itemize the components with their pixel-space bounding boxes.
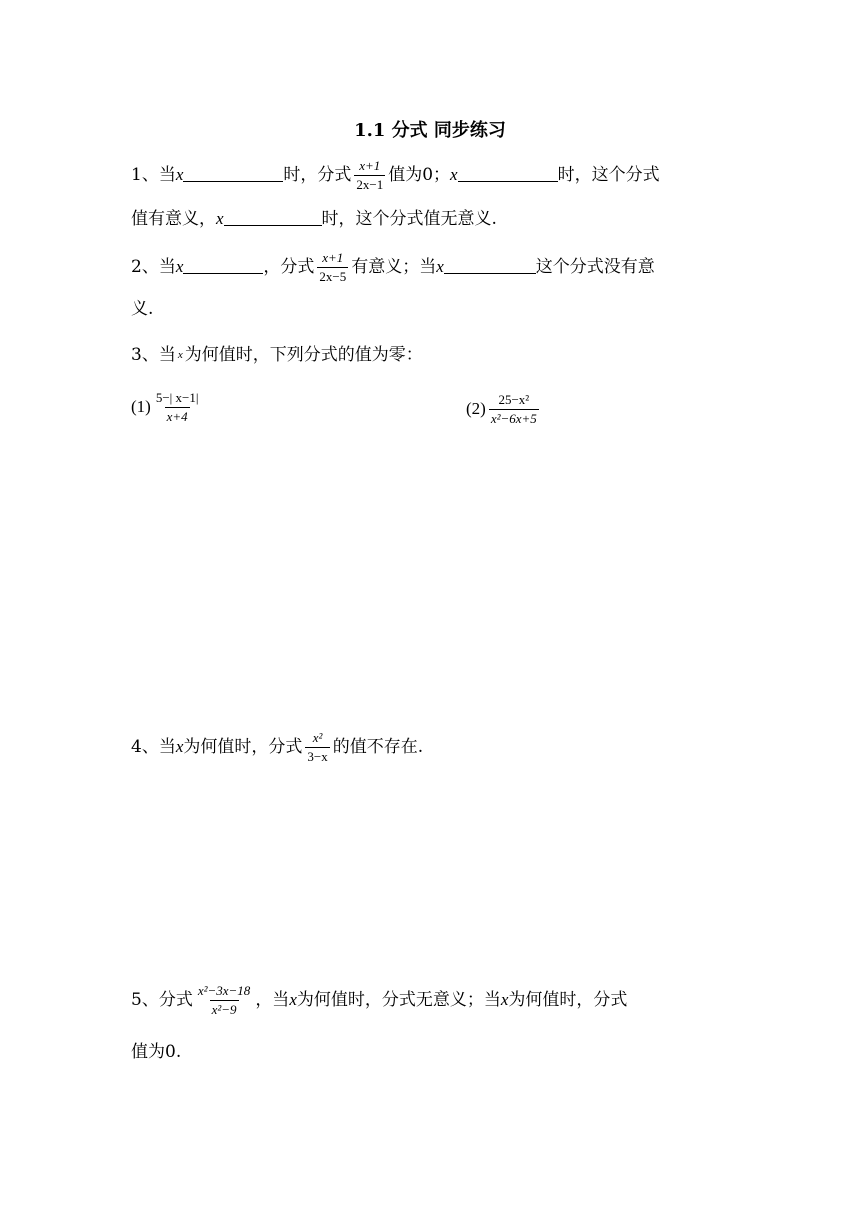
q5-fraction bbox=[196, 983, 252, 1018]
q1-fraction-numerator: x+1 bbox=[359, 158, 381, 173]
q1-blank-2[interactable] bbox=[458, 163, 558, 182]
q3-part-1 bbox=[131, 390, 203, 425]
q5-fraction-numerator: x²−3x−18 bbox=[197, 983, 251, 998]
q2-fraction-denominator: 2x−5 bbox=[319, 269, 347, 284]
q5-variable-2: x bbox=[500, 990, 509, 1009]
question-1-line-2 bbox=[131, 207, 497, 231]
question-2-line-1 bbox=[131, 250, 655, 285]
q4-fraction-denominator: 3−x bbox=[307, 749, 328, 764]
question-2-line-2: 义. bbox=[131, 299, 154, 319]
q1-line-2-start: 值有意义， bbox=[131, 209, 216, 229]
q1-text-4: 时，这个分式值无意义. bbox=[321, 209, 497, 229]
question-3-line bbox=[131, 343, 423, 367]
q1-fraction-denominator: 2x−1 bbox=[356, 177, 384, 192]
q5-text-3: 为何值时，分式 bbox=[508, 990, 628, 1010]
q4-fraction bbox=[305, 730, 329, 765]
q5-text-2: 为何值时，分式无意义；当 bbox=[296, 990, 501, 1010]
q2-text-1: ，分式 bbox=[263, 257, 315, 277]
q4-text-2: 的值不存在. bbox=[332, 737, 424, 757]
q5-fraction-denominator: x²−9 bbox=[211, 1002, 237, 1017]
q2-blank-2[interactable] bbox=[444, 255, 536, 274]
q2-text-2: 有意义；当 bbox=[351, 257, 437, 277]
q1-prefix: 1、当 bbox=[131, 165, 176, 185]
q1-variable-3: x bbox=[216, 209, 224, 228]
page-title: 1.1 分式 同步练习 bbox=[354, 120, 506, 141]
q3-part-1-fraction bbox=[154, 390, 201, 425]
q5-prefix: 5、分式 bbox=[131, 990, 193, 1010]
q3-part-1-label: (1) bbox=[131, 397, 151, 416]
q2-prefix: 2、当 bbox=[131, 257, 176, 277]
q4-fraction-numerator: x² bbox=[312, 730, 323, 745]
q3-part-2-numerator: 25−x² bbox=[498, 392, 530, 407]
q2-fraction-numerator: x+1 bbox=[322, 250, 344, 265]
question-5-line-2: 值为0. bbox=[131, 1042, 182, 1062]
q2-fraction bbox=[317, 250, 348, 285]
q1-fraction bbox=[354, 158, 385, 193]
q3-text: 为何值时，下列分式的值为零： bbox=[184, 345, 423, 365]
q1-text-3: 时，这个分式 bbox=[557, 165, 660, 185]
q3-part-2 bbox=[466, 392, 542, 427]
q2-variable: x bbox=[175, 257, 184, 276]
q1-blank-3[interactable] bbox=[224, 207, 322, 226]
question-4-line bbox=[131, 730, 423, 765]
question-5-line-1 bbox=[131, 983, 627, 1018]
q1-variable: x bbox=[175, 165, 184, 184]
q3-part-2-denominator: x²−6x+5 bbox=[490, 411, 537, 426]
q1-blank-1[interactable] bbox=[183, 163, 283, 182]
q5-variable: x bbox=[289, 990, 297, 1009]
q1-variable-2: x bbox=[450, 165, 458, 184]
q1-text-1: 时，分式 bbox=[283, 165, 352, 185]
q2-variable-2: x bbox=[436, 257, 444, 276]
q3-part-2-label: (2) bbox=[466, 399, 486, 418]
q3-prefix: 3、当 bbox=[131, 345, 176, 365]
q5-text-1: ，当 bbox=[255, 990, 290, 1010]
q4-text-1: 为何值时，分式 bbox=[183, 737, 303, 757]
q4-prefix: 4、当 bbox=[131, 737, 176, 757]
q4-variable: x bbox=[175, 737, 184, 756]
q3-variable: x bbox=[177, 349, 183, 361]
q3-part-1-numerator: 5−| x−1| bbox=[155, 390, 199, 405]
q3-part-1-denominator: x+4 bbox=[166, 409, 188, 424]
q2-blank-1[interactable] bbox=[183, 255, 263, 274]
q2-text-3: 这个分式没有意 bbox=[535, 257, 655, 277]
q3-part-2-fraction bbox=[489, 392, 539, 427]
q1-text-2: 值为0； bbox=[388, 165, 451, 185]
question-1-line-1 bbox=[131, 158, 660, 193]
